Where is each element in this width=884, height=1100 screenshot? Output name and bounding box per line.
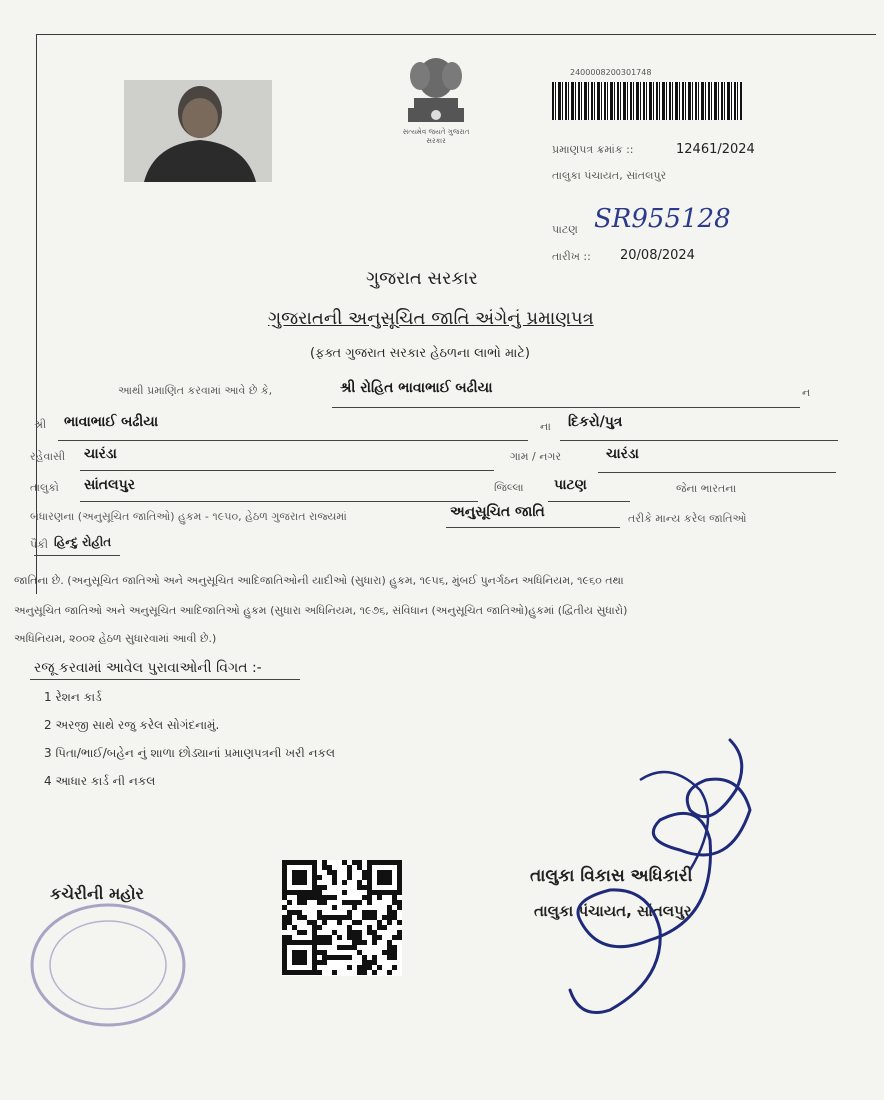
officer-title: તાલુકા વિકાસ અધિકારી (530, 866, 693, 886)
district: પાટણ (554, 477, 587, 493)
taluka: સાંતલપુર (84, 477, 135, 493)
holder-name-line (332, 407, 800, 408)
paragraph-line-3: અધિનિયમ, ૨૦૦૨ હેઠળ સુધારવામાં આવી છે.) (14, 632, 217, 645)
certificate-no: 12461/2024 (676, 142, 755, 157)
issuing-office: તાલુકા પંચાયત, સાંતલપુર (552, 169, 667, 182)
order-text: બંધારણના (અનુસૂચિત જાતિઓ) હુકમ - ૧૯૫૦, હેઠળ ગુજરાત રાજ્યમાં (30, 510, 347, 523)
caste-line (34, 555, 120, 556)
among-label: પૈકી (30, 538, 49, 551)
applicant-photo (124, 80, 272, 182)
government-title: ગુજરાત સરકાર (366, 268, 478, 289)
office-seal-label: કચેરીની મહોર (50, 884, 144, 903)
evidence-item: 3 પિતા/ભાઈ/બહેન નું શાળા છોડ્યાનાં પ્રમાણપત્રની ખરી નકલ (44, 746, 336, 760)
resident: ચારંડા (84, 446, 117, 462)
district-line (548, 501, 630, 502)
page-border-top (36, 34, 876, 35)
taluka-label: તાલુકો (30, 481, 59, 494)
evidence-item: 2 અરજી સાથે રજુ કરેલ સોગંદનામું. (44, 718, 220, 732)
relation-prefix: ના (540, 420, 551, 433)
barcode-number: 2400008200301748 (570, 68, 652, 77)
certificate-title: ગુજરાતની અનુસૂચિત જાતિ અંગેનું પ્રમાણપત્ર (268, 308, 594, 329)
barcode (552, 82, 742, 120)
resident-line (80, 470, 494, 471)
officer-signature (540, 720, 780, 1030)
evidence-item: 4 આધાર કાર્ડ ની નકલ (44, 774, 156, 788)
issue-date: 20/08/2024 (620, 248, 695, 263)
evidence-item: 1 રેશન કાર્ડ (44, 690, 102, 704)
relation: દિકરો/પુત્ર (568, 414, 623, 430)
father-name: ભાવાભાઈ બઢીયા (64, 414, 159, 430)
category: અનુસૂચિત જાતિ (450, 504, 545, 520)
village-line (598, 472, 836, 473)
recognized-text: તરીકે માન્ય કરેલ જાતિઓ (628, 512, 747, 525)
father-name-line (58, 440, 528, 441)
office-seal (28, 900, 188, 1030)
evidence-list (44, 690, 335, 802)
district-label: જિલ્લા (494, 481, 524, 494)
evidence-heading-line (30, 679, 300, 680)
village-label: ગામ / નગર (510, 450, 562, 463)
india-label: જેના ભારતના (676, 482, 737, 495)
taluka-line (80, 501, 478, 502)
paragraph-line-2: અનુસૂચિત જાતિઓ અને અનુસૂચિત આદિજાતિઓ હુકમ (સુધારા અધિનિયમ, ૧૯૭૬, સંવિધાન (અનુસૂચિત જાતિઓ)હુકમાં (દ્વિતીય સુધારો) (14, 604, 628, 617)
officer-office: તાલુકા પંચાયત, સાંતલપુર (534, 902, 692, 920)
relation-line (560, 440, 838, 441)
file-handwritten: SR955128 (594, 204, 731, 234)
qr-code (282, 860, 402, 976)
paragraph-line-1: જાતિના છે. (અનુસૂચિત જાતિઓ અને અનુસૂચિત આદિજાતિઓની યાદીઓ (સુધારા) હુકમ, ૧૯૫૬, મુંબઈ પુનર્ગઠન અધિનિયમ, ૧૯૬૦ તથા (14, 574, 624, 587)
caste: હિન્દુ રોહીત (54, 535, 112, 549)
trail-mark: ન (802, 386, 811, 399)
father-prefix: શ્રી (34, 418, 47, 431)
resident-label: રહેવાસી (30, 450, 66, 463)
holder-name: શ્રી રોહિત ભાવાભાઈ બઢીયા (340, 380, 493, 396)
file-label: પાટણ (552, 223, 578, 236)
certificate-subtitle: (ફક્ત ગુજરાત સરકાર હેઠળના લાભો માટે) (310, 346, 530, 361)
village: ચારંડા (606, 446, 639, 462)
evidence-heading: રજૂ કરવામાં આવેલ પુરાવાઓની વિગત :- (34, 660, 262, 676)
intro-label: આથી પ્રમાણિત કરવામાં આવે છે કે, (118, 384, 273, 397)
emblem-caption: સત્યમેવ જયતે ગુજરાત સરકાર (402, 128, 470, 145)
category-line (446, 527, 620, 528)
certificate-no-label: પ્રમાણપત્ર ક્રમાંક :: (552, 143, 634, 156)
date-label: તારીખ :: (552, 250, 591, 263)
